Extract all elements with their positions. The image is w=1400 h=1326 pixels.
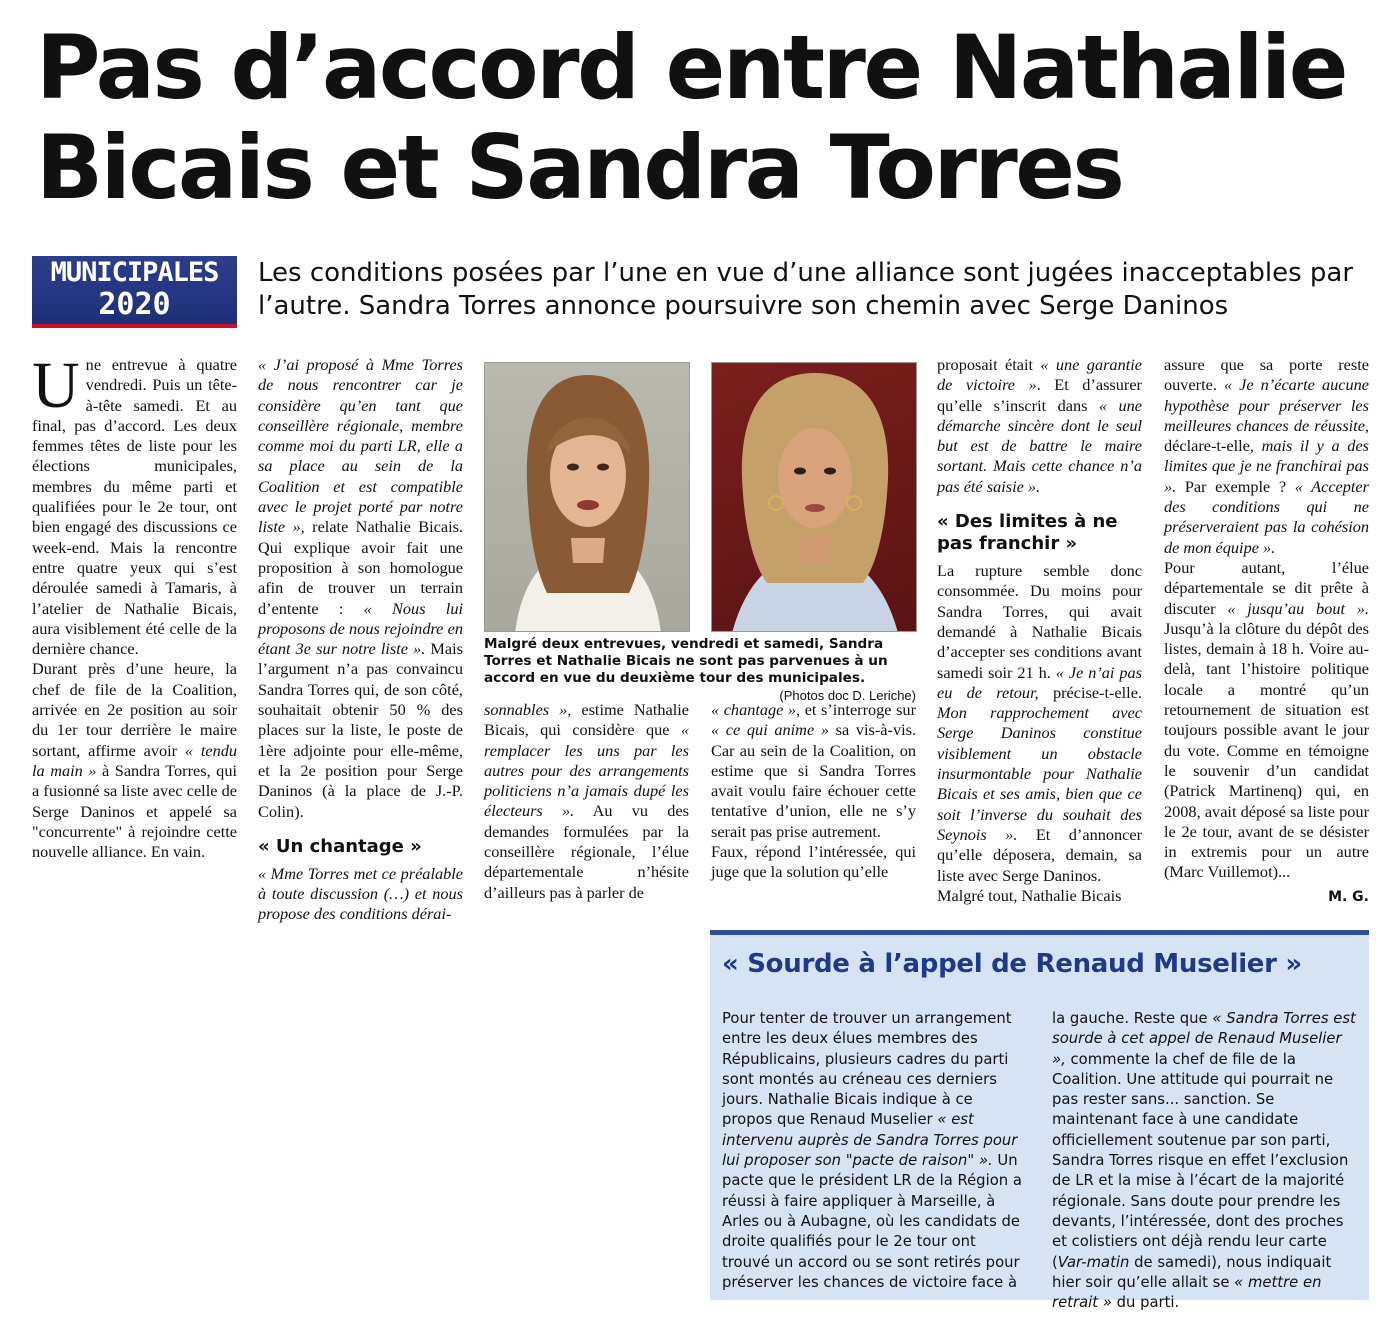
- quote: « Mme Torres met ce préalable à toute discussion (…) et nous propose des conditions dérai-: [258, 863, 463, 924]
- quote: « Sandra Torres est sourde à cet appel de Renaud Muselier »,: [1052, 1010, 1356, 1068]
- text: Au vu des demandes formulées par la conseillère régionale, l’élue départementale n’hésite d’ailleurs pas à parler de: [484, 801, 689, 902]
- article-column-1: [32, 349, 237, 862]
- text: Un pacte que le président LR de la Région a réussi à faire appliquer à Marseille, à Arles ou à Aubagne, où les candidats de droite qualifiés pour le 2e tour ont trouvé un accord ou se sont retirés pour préserver les chances de victoire face à: [722, 1152, 1022, 1291]
- text: Malgré tout, Nathalie Bicais: [937, 885, 1122, 905]
- quote: « mettre en retrait »: [1052, 1273, 1322, 1312]
- newspaper-name: Var-matin: [1057, 1253, 1130, 1271]
- col5-paragraph-1: [937, 355, 1142, 497]
- col4-paragraph-1: [711, 700, 916, 842]
- col5-paragraph-3: [937, 886, 1142, 906]
- quote: « J’ai proposé à Mme Torres de nous rencontrer car je considère qu’en tant que conseillère régionale, membre comme moi du parti LR, elle a sa place au sein de la Coalition et est compatible avec le projet porté par notre liste »,: [258, 355, 463, 537]
- photo-credit: (Photos doc D. Leriche): [779, 688, 916, 703]
- quote: sonnables »: [484, 700, 568, 719]
- col3-paragraph: [484, 700, 689, 903]
- text: Par exemple ?: [1176, 476, 1295, 496]
- article-column-5: [937, 355, 1142, 906]
- text: commente la chef de file de la Coalition. Une attitude qui pourrait ne pas rester sans... sanction. Se maintenant face à une candidate officiellement soutenue par son parti, Sandra Torres risque en effet l’exclusion de LR et la mise à l’écart de la majorité régionale. Sans doute pour prendre les devants, l’intéressée, dont des proches et colistiers ont déjà rendu leur carte (: [1052, 1050, 1349, 1271]
- text: déclare-t-elle,: [1164, 436, 1262, 456]
- sidebar-paragraph-2: [1052, 1009, 1357, 1313]
- quote: « Accepter des conditions qui ne préserveraient pas la cohésion de mon équipe ».: [1164, 476, 1369, 557]
- quote: « Je n’écarte aucune hypothèse pour préserver les meilleures chances de réussite,: [1164, 375, 1369, 435]
- quote: « chantage »: [711, 700, 797, 719]
- text: proposait était: [937, 355, 1041, 374]
- col1-paragraph-2: [32, 659, 237, 862]
- dropcap: U: [32, 349, 80, 422]
- photo-caption: [484, 636, 916, 704]
- article-column-4: [711, 700, 916, 883]
- col4-paragraph-2: [711, 842, 916, 883]
- text: Mais l’argument n’a pas convaincu Sandra Torres qui, de son côté, souhaitait obtenir 50 % des places sur la liste, le poste de 1ère adjointe pour elle-même, et la 2e position pour Serge Daninos (à la place de J.-P. Colin).: [258, 639, 463, 821]
- col5-paragraph-2: [937, 561, 1142, 886]
- sidebar-paragraph-1: [722, 1009, 1027, 1293]
- sidebar-column-2: [1052, 1009, 1357, 1313]
- caption-text: Malgré deux entrevues, vendredi et samedi, Sandra Torres et Nathalie Bicais ne sont pas parvenues à un accord en vue du deuxième tour des municipales.: [484, 636, 888, 686]
- author-signature: M. G.: [1328, 888, 1369, 905]
- sidebar-title: « Sourde à l’appel de Renaud Muselier »: [722, 949, 1302, 979]
- text: précise-t-elle.: [1038, 682, 1142, 702]
- quote: « ce qui anime »: [711, 720, 829, 740]
- col1-paragraph-1: [32, 349, 237, 659]
- col1-quote: « tendu la main »: [32, 740, 237, 780]
- text: Et d’annoncer qu’elle déposera, demain, sa liste avec Serge Daninos.: [937, 824, 1143, 885]
- quote: mais il y a des limites que je ne franchirai pas ».: [1164, 436, 1370, 496]
- text: , et s’interroge sur: [796, 700, 916, 719]
- text: du parti.: [1111, 1294, 1180, 1312]
- article-column-3: [484, 700, 689, 903]
- text: de samedi), nous indiquait hier soir qu’elle allait se: [1052, 1253, 1332, 1291]
- col1-text: Durant près d’une heure, la chef de file de la Coalition, arrivée en 2e position au soir du 1er tour derrière le maire sortant, affirme avoir: [32, 659, 237, 760]
- col2-paragraph-1: [258, 355, 463, 822]
- headline: Pas d’accord entre Nathalie Bicais et Sandra Torres: [36, 16, 1346, 219]
- text: , estime Nathalie Bicais, qui considère que: [484, 700, 690, 740]
- badge-line2: 2020: [98, 287, 171, 322]
- text: Faux, répond l’intéressée, qui juge que la solution qu’elle: [711, 842, 916, 882]
- text: sa vis-à-vis. Car au sein de la Coalition, on estime que si Sandra Torres avait voulu faire échouer cette tentative d’union, elle ne s’y serait pas prise autrement.: [711, 720, 917, 841]
- quote: « jusqu’au bout ».: [1227, 598, 1370, 618]
- subhead-limites: « Des limites à ne pas franchir »: [937, 511, 1118, 555]
- quote: « Je n’ai pas eu de retour,: [937, 662, 1142, 702]
- quote: « est intervenu auprès de Sandra Torres pour lui proposer son "pacte de raison" ».: [722, 1111, 1018, 1170]
- standfirst: Les conditions posées par l’une en vue d’une alliance sont jugées inacceptables par l’autre. Sandra Torres annonce poursuivre son chemin avec Serge Daninos: [258, 258, 1354, 321]
- sandra-torres-portrait-icon: [712, 363, 917, 632]
- photo-nathalie-bicais: [484, 362, 690, 632]
- subhead-chantage: « Un chantage »: [258, 835, 422, 857]
- municipales-2020-badge: [32, 256, 237, 328]
- text: La rupture semble donc consommée. Du moins pour Sandra Torres, qui avait demandé à Nathalie Bicais d’accepter ses conditions avant samedi soir 21 h.: [937, 561, 1142, 682]
- article-column-2: [258, 355, 463, 925]
- sidebar-box: [710, 930, 1369, 1312]
- article-column-6: [1164, 355, 1369, 907]
- badge-line1: MUNICIPALES: [50, 257, 219, 288]
- text: la gauche. Reste que: [1052, 1010, 1213, 1027]
- col6-paragraph-1: [1164, 355, 1369, 558]
- quote: « une démarche sincère dont le seul but est de battre le maire sortant. Mais cette chance n’a pas été saisie ».: [937, 395, 1142, 496]
- sidebar-column-1: [722, 1009, 1027, 1293]
- quote: « Nous lui proposons de nous rejoindre en étant 3e sur notre liste ».: [258, 598, 463, 659]
- text: Pour tenter de trouver un arrangement entre les deux élues membres des Républicains, plusieurs cadres du parti sont montés au créneau ces derniers jours. Nathalie Bicais indique à ce propos que Renaud Muselier: [722, 1010, 1012, 1129]
- quote: Mon rapprochement avec Serge Daninos constitue visiblement un obstacle insurmontable pour Nathalie Bicais et ses amis, bien que ce soit l’inverse du souhait des Seynois ».: [937, 703, 1142, 844]
- quote: « une garantie de victoire »: [937, 355, 1142, 395]
- text: Pour autant, l’élue départementale se dit prête à discuter: [1164, 557, 1369, 618]
- text: assure que sa porte reste ouverte.: [1164, 355, 1369, 395]
- col6-paragraph-2: [1164, 558, 1369, 883]
- photo-sandra-torres: [711, 362, 917, 632]
- col2-paragraph-2: [258, 864, 463, 925]
- text: relate Nathalie Bicais. Qui explique avoir fait une proposition à son homologue afin de trouver un terrain d’entente :: [258, 517, 463, 618]
- text: Jusqu’à la clôture du dépôt des listes, demain à 18 h. Voire au-delà, tant l’histoire politique locale a montré qu’un retournement de situation est toujours possible avant le jour du vote. Comme en témoigne le souvenir d’un candidat (Patrick Martinenq) qui, en 2008, avait déposé sa liste pour le 2e tour, avant de se désister in extremis pour un autre (Marc Vuillemot)...: [1164, 618, 1369, 882]
- col1-text: ne entrevue à quatre vendredi. Puis un tête-à-tête samedi. Et au final, pas d’accord. Les deux femmes têtes de liste pour les élections municipales, membres du même parti et qualifiées pour le 2e tour, ont bien engagé des discussions ce week-end. Mais la rencontre entre quatre yeux qui s’est déroulée samedi à Tamaris, à l’atelier de Nathalie Bicais, aura visiblement été celle de la dernière chance.: [32, 355, 237, 659]
- text: . Et d’assurer qu’elle s’inscrit dans: [937, 375, 1142, 415]
- quote: « remplacer les uns par les autres pour des arrangements politiciens n’a jamais dupé les électeurs ».: [484, 720, 689, 821]
- nathalie-bicais-portrait-icon: [485, 363, 690, 632]
- col1-text: à Sandra Torres, qui a fusionné sa liste avec celle de Serge Daninos et appelé sa "concurrente" à rejoindre cette nouvelle alliance. En vain.: [32, 760, 237, 862]
